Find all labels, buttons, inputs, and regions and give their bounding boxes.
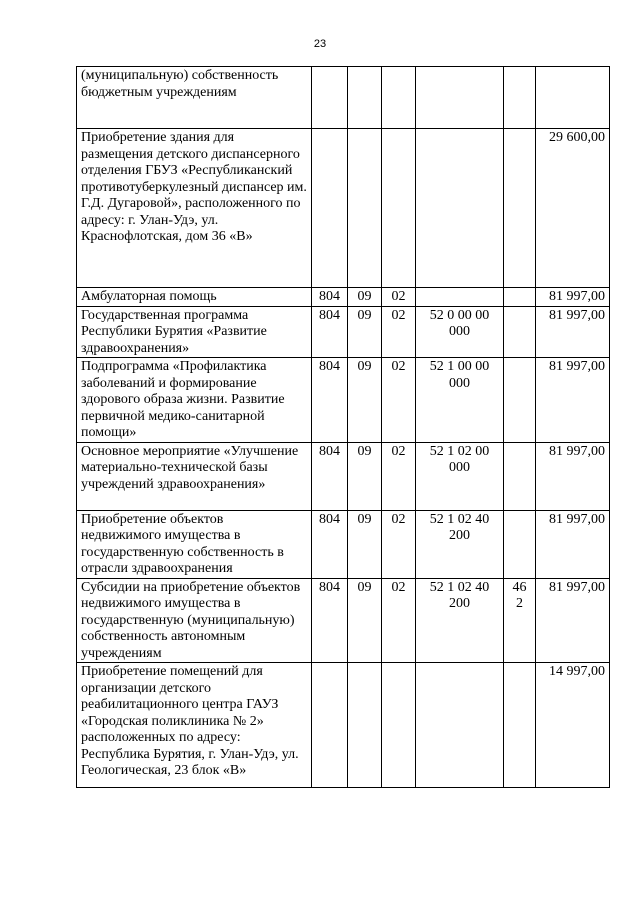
expense-name-cell	[77, 442, 312, 510]
table-row	[77, 288, 610, 307]
target-article-cell	[416, 578, 504, 663]
expense-name-cell	[77, 663, 312, 788]
expense-name-cell	[77, 358, 312, 443]
target-article-cell	[416, 288, 504, 307]
ministry-code-text: 804	[319, 579, 340, 595]
target-article-text: 52 1 00 00000	[429, 359, 490, 391]
expense-name-text: Амбулаторная помощь	[81, 289, 217, 304]
section-code-cell	[348, 129, 382, 288]
subsection-code-text: 02	[391, 359, 406, 374]
amount-text: 14 997,00	[549, 664, 605, 679]
ministry-code-cell	[312, 510, 348, 578]
section-code-cell	[348, 288, 382, 307]
target-article-text: 52 1 02 00000	[429, 443, 490, 475]
subsection-code-cell	[382, 306, 416, 358]
amount-cell	[536, 578, 610, 663]
subsection-code-text: 02	[391, 289, 406, 304]
ministry-code-cell	[312, 578, 348, 663]
amount-cell	[536, 67, 610, 129]
amount-cell	[536, 306, 610, 358]
target-article-cell	[416, 358, 504, 443]
section-code-cell	[348, 306, 382, 358]
subsection-code-cell	[382, 67, 416, 129]
expense-name-text: Субсидии на приобретение объектов недвижимого имущества в государственную (муниципальную) собственность автономным учреждениям	[81, 579, 301, 661]
expense-name-text: (муниципальную) собственность бюджетным учреждениям	[81, 68, 279, 100]
expense-type-cell	[504, 663, 536, 788]
ministry-code-cell	[312, 358, 348, 443]
table-row	[77, 510, 610, 578]
table-body	[77, 67, 610, 788]
subsection-code-cell	[382, 578, 416, 663]
table-row	[77, 442, 610, 510]
target-article-text: 52 1 02 40200	[429, 511, 490, 543]
table-row	[77, 358, 610, 443]
ministry-code-cell	[312, 288, 348, 307]
subsection-code-text: 02	[391, 443, 406, 459]
amount-cell	[536, 129, 610, 288]
ministry-code-cell	[312, 663, 348, 788]
section-code-text: 09	[357, 443, 372, 459]
target-article-cell	[416, 67, 504, 129]
amount-text: 29 600,00	[549, 130, 605, 145]
target-article-cell	[416, 306, 504, 358]
table-row	[77, 67, 610, 129]
amount-text: 81 997,00	[549, 511, 605, 527]
expense-name-text: Государственная программа Республики Бурятия «Развитие здравоохранения»	[81, 307, 267, 356]
section-code-cell	[348, 578, 382, 663]
budget-table	[76, 66, 610, 788]
amount-text: 81 997,00	[549, 289, 605, 304]
subsection-code-cell	[382, 358, 416, 443]
ministry-code-cell	[312, 306, 348, 358]
expense-type-cell	[504, 129, 536, 288]
table-row	[77, 578, 610, 663]
target-article-cell	[416, 510, 504, 578]
expense-name-text: Приобретение помещений для организации детского реабилитационного центра ГАУЗ «Городская поликлиника № 2» расположенных по адресу: Республика Бурятия, г. Улан-Удэ, ул. Геологическая, 23 блок «В»	[81, 664, 299, 778]
ministry-code-cell	[312, 67, 348, 129]
section-code-text: 09	[357, 289, 372, 304]
ministry-code-text: 804	[319, 511, 340, 527]
subsection-code-text: 02	[391, 307, 406, 323]
table-row	[77, 129, 610, 288]
amount-text: 81 997,00	[549, 579, 605, 595]
expense-name-text: Приобретение здания для размещения детского диспансерного отделения ГБУЗ «Республиканский противотуберкулезный диспансер им. Г.Д. Дугаровой», расположенного по адресу: г. Улан-Удэ, ул. Краснофлотская, дом 36 «В»	[81, 130, 307, 244]
table-row	[77, 663, 610, 788]
expense-name-cell	[77, 67, 312, 129]
expense-type-cell	[504, 306, 536, 358]
section-code-cell	[348, 67, 382, 129]
target-article-text: 52 1 02 40200	[429, 579, 490, 611]
target-article-cell	[416, 663, 504, 788]
amount-text: 81 997,00	[549, 443, 605, 459]
target-article-text: 52 0 00 00000	[429, 307, 490, 339]
ministry-code-text: 804	[319, 289, 340, 304]
section-code-text: 09	[357, 307, 372, 323]
section-code-text: 09	[357, 511, 372, 527]
subsection-code-cell	[382, 510, 416, 578]
expense-type-cell	[504, 67, 536, 129]
amount-cell	[536, 358, 610, 443]
section-code-cell	[348, 358, 382, 443]
expense-type-cell	[504, 442, 536, 510]
amount-cell	[536, 442, 610, 510]
section-code-cell	[348, 510, 382, 578]
ministry-code-text: 804	[319, 359, 340, 374]
expense-type-text: 462	[512, 579, 527, 611]
expense-name-cell	[77, 510, 312, 578]
table-row	[77, 306, 610, 358]
ministry-code-cell	[312, 442, 348, 510]
amount-text: 81 997,00	[549, 307, 605, 323]
subsection-code-text: 02	[391, 579, 406, 595]
expense-type-cell	[504, 578, 536, 663]
expense-name-cell	[77, 578, 312, 663]
expense-name-text: Подпрограмма «Профилактика заболеваний и формирование здорового образа жизни. Развитие первичной медико-санитарной помощи»	[81, 359, 285, 440]
page-number: 23	[313, 38, 327, 50]
expense-type-cell	[504, 510, 536, 578]
subsection-code-cell	[382, 129, 416, 288]
expense-name-cell	[77, 129, 312, 288]
expense-type-cell	[504, 288, 536, 307]
expense-type-cell	[504, 358, 536, 443]
amount-text: 81 997,00	[549, 359, 605, 374]
ministry-code-text: 804	[319, 307, 340, 323]
amount-cell	[536, 288, 610, 307]
subsection-code-cell	[382, 288, 416, 307]
section-code-cell	[348, 663, 382, 788]
target-article-cell	[416, 129, 504, 288]
expense-name-text: Основное мероприятие «Улучшение материально-технической базы учреждений здравоохранения»	[81, 443, 299, 492]
target-article-cell	[416, 442, 504, 510]
ministry-code-cell	[312, 129, 348, 288]
section-code-text: 09	[357, 359, 372, 374]
amount-cell	[536, 510, 610, 578]
amount-cell	[536, 663, 610, 788]
expense-name-cell	[77, 288, 312, 307]
expense-name-text: Приобретение объектов недвижимого имущества в государственную собственность в отрасли здравоохранения	[81, 511, 284, 576]
subsection-code-cell	[382, 663, 416, 788]
subsection-code-text: 02	[391, 511, 406, 527]
ministry-code-text: 804	[319, 443, 340, 459]
section-code-text: 09	[357, 579, 372, 595]
subsection-code-cell	[382, 442, 416, 510]
expense-name-cell	[77, 306, 312, 358]
section-code-cell	[348, 442, 382, 510]
